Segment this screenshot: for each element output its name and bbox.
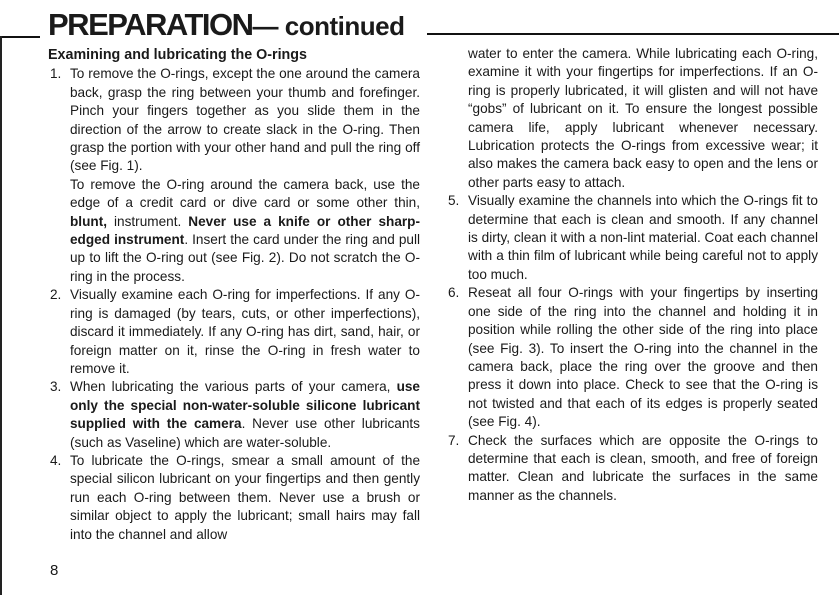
heading-title: PREPARATION xyxy=(48,7,253,42)
item-3-text-c: . Never use other lubricants (such as Vaseline) which are water-soluble. xyxy=(70,416,420,450)
item-1-paragraph-1: To remove the O-rings, except the one around the camera back, grasp the ring between your thumb and forefinger. Pinch your fingers together as you slide them in the direction of the arrow to create slack in the O-ring. Then grasp the portion with your other hand and pull the ring off (see Fig. 1). xyxy=(70,66,420,174)
right-column xyxy=(446,45,818,505)
item-1-bold-blunt: blunt, xyxy=(70,213,107,229)
item-3-text xyxy=(70,378,420,452)
item-1-paragraph-2 xyxy=(70,176,420,286)
item-1-text-e: . Insert the card under the ring and pull up to lift the O-ring out (see Fig. 2). Do not scratch the O-ring in the process. xyxy=(70,232,420,284)
section-heading: Examining and lubricating the O-rings xyxy=(48,47,307,63)
list-item-5 xyxy=(446,192,818,284)
list-item-7 xyxy=(446,432,818,506)
page-number: 8 xyxy=(50,562,59,579)
header-rule-right xyxy=(427,33,839,35)
item-4-text-part-1: To lubricate the O-rings, smear a small amount of the special silicon lubricant on your fingertips and then gently run each O-ring between them. Never use a brush or similar object to apply the lubricant; small hairs may fall into the channel and allow xyxy=(70,452,420,542)
item-1-warning: Never use a knife or other sharp-edged instrument xyxy=(70,213,420,248)
item-1-text-c: instrument. xyxy=(107,213,189,229)
left-column xyxy=(48,46,420,544)
item-3-lubricant-note: use only the special non-water-soluble silicone lubricant supplied with the camera xyxy=(70,379,420,432)
item-7-text: Check the surfaces which are opposite the O-rings to determine that each is clean, smooth, and free of foreign matter. Clean and lubricate the surfaces in the same manner as the channels. xyxy=(468,432,818,503)
item-number: 2. xyxy=(50,287,62,303)
page-heading xyxy=(48,6,404,45)
heading-suffix: — continued xyxy=(252,11,405,41)
list-item-1 xyxy=(48,65,420,286)
item-number: 1. xyxy=(50,66,62,82)
item-2-text: Visually examine each O-ring for imperfections. If any O-ring is damaged (by tears, cuts, or other imperfections), discard it immediately. If any O-ring has dirt, sand, hair, or foreign matter on it, rinse the O-ring in fresh water to remove it. xyxy=(70,287,420,376)
list-item-3 xyxy=(48,378,420,452)
item-3-text-a: When lubricating the various parts of your camera, xyxy=(70,379,397,395)
item-4-text-part-2: water to enter the camera. While lubricating each O-ring, examine it with your fingertips for imperfections. If an O-ring is properly lubricated, it will glisten and will not have “gobs” of lubricant on it. To ensure the longest possible camera life, apply lubricant whenever necessary. Lubrication protects the O-rings from excessive wear; it also makes the camera back easy to open and the lens or other parts easy to attach. xyxy=(468,46,818,190)
list-item-2 xyxy=(48,286,420,378)
item-number: 6. xyxy=(448,285,460,301)
item-number: 7. xyxy=(448,432,460,448)
list-item-4 xyxy=(48,452,420,544)
item-5-text: Visually examine the channels into which the O-rings fit to determine that each is clean and smooth. If any channel is dirty, clean it with a non-lint material. Coat each channel with a thin film of lubricant while being careful not to apply too much. xyxy=(468,193,818,282)
item-6-text: Reseat all four O-rings with your fingertips by inserting one side of the ring into the channel and holding it in position while rolling the other side of the ring into place (see Fig. 3). To insert the O-ring into the channel in the camera back, place the ring over the groove and then press it down into place. Check to see that the O-ring is not twisted and that each of its edges is properly seated (see Fig. 4). xyxy=(468,285,818,430)
item-number: 4. xyxy=(50,452,62,468)
item-number: 5. xyxy=(448,193,460,209)
header-rule-left xyxy=(0,36,40,38)
list-item-4-continued xyxy=(446,45,818,192)
list-item-6 xyxy=(446,284,818,431)
page-edge-line xyxy=(0,36,2,595)
item-number: 3. xyxy=(50,379,62,395)
item-1-text-a: To remove the O-ring around the camera back, use the edge of a credit card or dive card or some other thin, xyxy=(70,176,420,211)
